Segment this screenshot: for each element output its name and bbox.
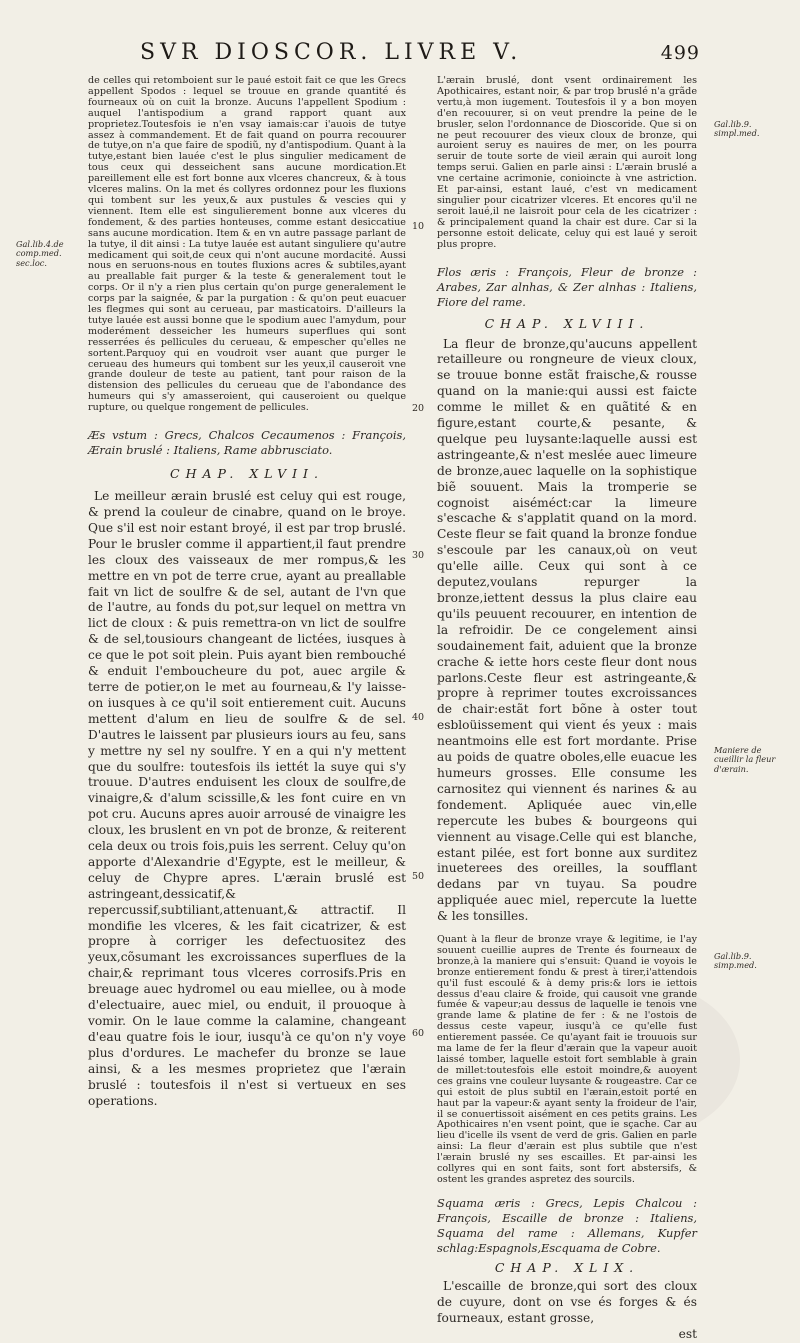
line-number: 50 [412, 871, 425, 882]
line-number: 60 [412, 1028, 425, 1039]
synonym-line: Squama æris : Grecs, Lepis Chalcou : François, Escaille de bronze : Italiens, Squama del rame : Allemans, Kupfer schlag:Espagnols,Escquama de Cobre. [437, 1195, 697, 1255]
catchword: est [678, 1326, 697, 1341]
synonym-line: Æs vstum : Grecs, Chalcos Cecaumenos : François, Ærain bruslé : Italiens, Rame abbrusciato. [88, 428, 406, 458]
line-number: 20 [412, 403, 425, 414]
line-number: 30 [412, 550, 425, 561]
running-title: SVR DIOSCOR. LIVRE V. [140, 40, 523, 65]
margin-note: Maniere de cueillir la fleur d'ærain. [714, 745, 776, 774]
commentary-paragraph: de celles qui retomboient sur le paué estoit fait ce que les Grecs appellent Spodos : lequel se trouue en grande quantité és fourneaux où on cuit la bronze. Aucuns l'appellent Spodium : auquel l'antispodium a grand rapport quant aux proprietez.Toutesfois ie n'en vsay iamais:car i'auois de tutye assez à commandement. Et de fait quand on pourra recouurer de tutye,on n'a que faire de spodiũ, ny d'antispodium. Quant à la tutye,estant bien lauée c'est le plus singulier medicament de tous ceux qui desseichent sans aucune mordication.Et pareillement elle est fort bonne aux vlceres chancreux, & à tous vlceres malins. On la met és collyres ordonnez pour les fluxions qui tombent sur les yeux,& aux pustules & vescies qui y viennent. Item elle est singulierement bonne aux vlceres du fondement, & des parties honteuses, comme estant desiccatiue sans aucune mordication. Item & en vn autre passage parlant de la tutye, il dit ainsi : La tutye lauée est autant singuliere qu'autre medicament qui soit,de ceux qui n'ont aucune mordacité. Aussi nous en seruons-nous en toutes fluxions acres & subtiles,ayant au preallable fait purger & la teste & generalement tout le corps. Or il n'y a rien plus certain qu'on purge generalement le corps par la saignée, & par la purgation : & qu'on peut euacuer les flegmes qui sont au cerueau, par masticatoirs. D'ailleurs la tutye lauée est aussi bonne que le spodium auec l'amydum, pour moderément desseicher les humeurs superflues qui sont resserrées és pellicules du cerueau, & empescher qu'elles ne sortent.Parquoy qui en voudroit vser auant que purger le cerueau des humeurs qui tombent sur les yeux,il causeroit vne grande douleur de teste au patient, tant pour raison de la distension des pellicules du cerueau que de l'abondance des humeurs qui s'y amasseroient, qui causeroient ou quelque rupture, ou quelque rongement de pellicules. [88, 75, 406, 414]
chapter-text: La fleur de bronze,qu'aucuns appellent retailleure ou rongneure de vieux cloux, se trouue bonne estãt fraische,& rousse quand on la manie:qui aussi est faicte comme le millet & en quãtité & en figure,estant courte,& pesante, & quelque peu luysante:laquelle aussi est astringeante,& n'est meslée auec limeure de bronze,auec laquelle on la sophistique biẽ souuent. Mais la tromperie se cognoist aiséméct:car la limeure s'escache & s'applatit quand on la mord. Ceste fleur se fait quand la bronze fondue s'escoule par les canaux,où on veut qu'elle aille. Ceux qui sont à ce deputez,voulans repurger la bronze,iettent dessus la plus claire eau qu'ils peuuent recouurer, en intention de la refroidir. De ce congelement ainsi soudainement fait, aduient que la bronze crache & iette hors ceste fleur dont nous parlons.Ceste fleur est astringeante,& propre à reprimer toutes excroissances de chair:estãt fort bõne à oster tout esbloüissement qui vient és yeux : mais neantmoins elle est fort mordante. Prise au poids de quatre oboles,elle euacue les humeurs grosses. Elle consume les carnositez qui viennent és narines & au fondement. Apliquée auec vin,elle repercute les bubes & bourgeons qui viennent au visage.Celle qui est blanche, estant pilée, est fort bonne aux surditez inueterees des oreilles, la soufflant dedans par vn tuyau. Sa poudre appliquée auec miel, repercute la luette & les tonsilles. [437, 336, 697, 924]
chapter-text: Le meilleur ærain bruslé est celuy qui est rouge, & prend la couleur de cinabre, quand on le broye. Que s'il est noir estant broyé, il est par trop bruslé. Pour le brusler comme il appartient,il faut prendre les cloux des vaisseaux de mer rompus,& les mettre en vn pot de terre crue, ayant au preallable fait vn lict de soulfre & de sel, autant de l'vn que de l'autre, au fonds du pot,sur lequel on mettra vn lict de cloux : & puis remettra-on vn lict de soulfre & de sel,tousiours changeant de lictées, iusques à ce que le pot soit plein. Puis ayant bien rembouché & enduit l'emboucheure du pot, auec argile & terre de potier,on le met au fourneau,& l'y laisse-on iusques à ce qu'il soit entierement cuit. Aucuns mettent d'alum en lieu de soulfre & de sel. D'autres le laissent par plusieurs iours au feu, sans y mettre ny sel ny soulfre. Y en a qui n'y mettent que du soulfre: toutesfois ils iettét la suye qui s'y trouue. D'autres enduisent les cloux de soulfre,de vinaigre,& d'alum scissille,& les font cuire en vn pot cru. Aucuns apres auoir arrousé de vinaigre les cloux, les bruslent en vn pot de bronze, & reiterent cela deux ou trois fois,puis les serrent. Celuy qu'on apporte d'Alexandrie d'Egypte, est le meilleur, & celuy de Chypre apres. L'ærain bruslé est astringeant,dessicatif,& repercussif,subtiliant,attenuant,& attractif. Il mondifie les vlceres, & les fait cicatrizer, & est propre à corriger les defectuositez des yeux,cõsumant les excroissances superflues de la chair,& reprimant tous vlceres corrosifs.Pris en breuage auec hydromel ou eau miellee, ou à mode d'electuaire, auec miel, ou enduit, il prouoque à vomir. On le laue comme la calamine, changeant d'eau quatre fois le iour, iusqu'à ce qu'on n'y voye plus d'ordures. Le machefer du bronze se laue ainsi, & a les mesmes proprietez que l'ærain bruslé : toutesfois il n'est si vertueux en ses operations. [88, 489, 406, 1108]
chapter-heading: CHAP. XLIX. [494, 1259, 640, 1275]
line-number: 10 [412, 221, 425, 232]
margin-note: Gal.lib.4.de comp.med. sec.loc. [16, 239, 64, 268]
commentary-paragraph: L'ærain bruslé, dont vsent ordinairement les Apothicaires, estant noir, & par trop bruslé n'a grãde vertu,à mon iugement. Toutesfois il y a bon moyen d'en recouurer, si on veut prendre la peine de le brusler, selon l'ordonnance de Dioscoride. Que si on ne peut recouurer des vieux cloux de bronze, qui auroient seruy es nauires de mer, on les pourra seruir de toute sorte de vieil ærain qui auroit long temps serui. Galien en parle ainsi : L'ærain bruslé a vne certaine acrimonie, conioincte à vne astriction. Et par-ainsi, estant laué, c'est vn medicament singulier pour cicatrizer vlceres. Et encores qu'il ne seroit laué,il ne laisroit pour cela de les cicatrizer : & principalement quand la chair est dure. Car si la personne estoit delicate, celuy qui est laué y seroit plus propre. [437, 75, 697, 250]
synonym-line: Flos æris : François, Fleur de bronze : Arabes, Zar alnhas, & Zer alnhas : Italiens, Fiore del rame. [437, 264, 697, 309]
chapter-heading: CHAP. XLVIII. [484, 315, 650, 331]
line-number: 40 [412, 712, 425, 723]
margin-note: Gal.lib.9. simpl.med. [714, 119, 760, 139]
running-header [140, 40, 700, 70]
left-column [88, 76, 406, 1109]
margin-note: Gal.lib.9. simp.med. [714, 951, 757, 971]
page-number: 499 [660, 42, 700, 64]
chapter-heading: CHAP. XLVII. [170, 466, 324, 482]
commentary-paragraph: Quant à la fleur de bronze vraye & legitime, ie l'ay souuent cueillie aupres de Trente és fourneaux de bronze,à la maniere qui s'ensuit: Quand ie voyois le bronze entierement fondu & prest à tirer,i'attendois qu'il fust escoulé & à demy pris:& lors ie iettois dessus d'eau claire & froide, qui causoit vne grande fumée & vapeur;au dessus de laquelle ie tenois vne grande lame & platine de fer : & ne l'ostois de dessus ceste vapeur, iusqu'à ce qu'elle fust entierement passée. Ce qu'ayant fait ie trouuois sur ma lame de fer la fleur d'ærain que la vapeur auoit laissé tomber, laquelle estoit fort semblable à grain de millet:toutesfois elle estoit moindre,& auoyent ces grains vne couleur luysante & rougeastre. Car ce qui estoit de plus subtil en l'ærain,estoit porté en haut par la vapeur:& ayant senty la froideur de l'air, il se conuertissoit aisément en ces petits grains. Les Apothicaires n'en vsent point, que ie sçache. Car au lieu d'icelle ils vsent de verd de gris. Galien en parle ainsi: La fleur d'ærain est plus subtile que n'est l'ærain bruslé ny ses escailles. Et par-ainsi les collyres qui en sont faits, sont fort abstersifs, & ostent les grandes aspretez des sourcils. [437, 934, 697, 1185]
right-column [437, 76, 697, 1343]
chapter-text: L'escaille de bronze,qui sort des cloux de cuyure, dont on vse és forges & és fourneaux, estant grosse, [437, 1278, 697, 1325]
